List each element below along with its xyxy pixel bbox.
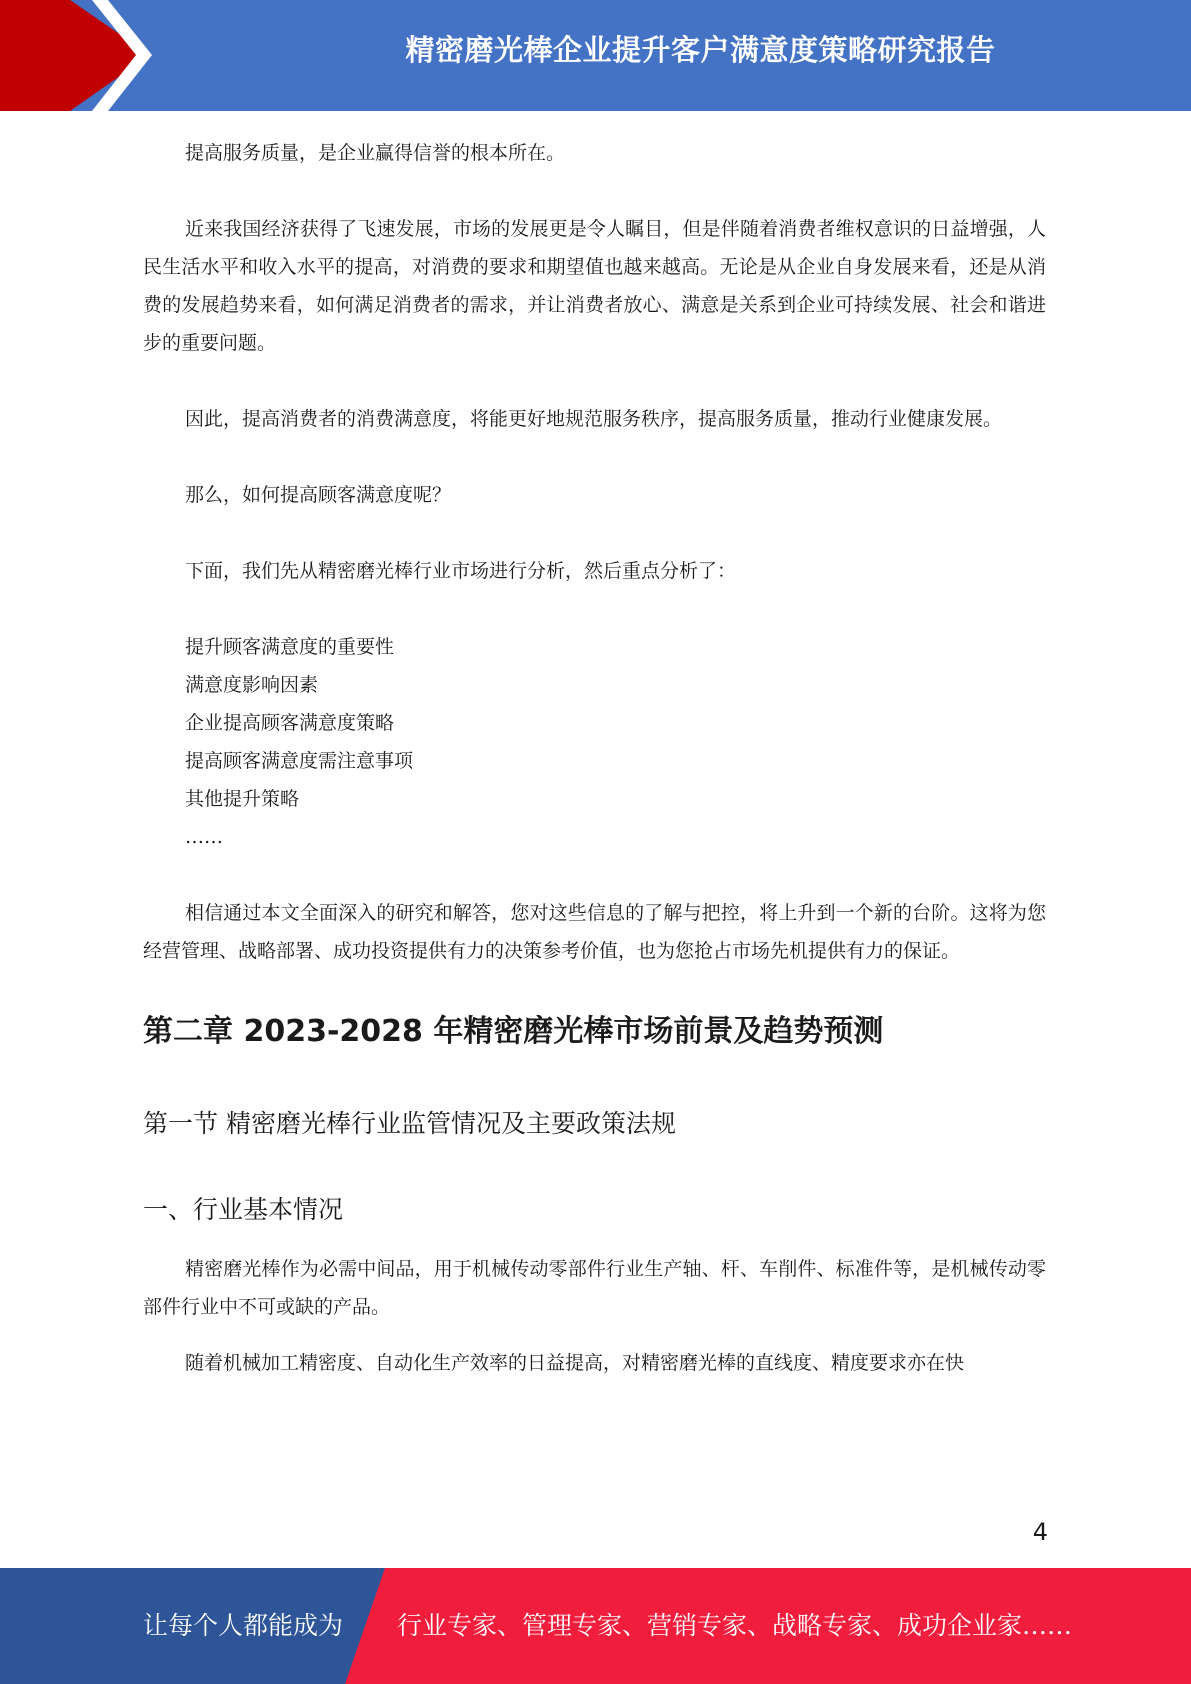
chapter-title: 第二章 2023-2028 年精密磨光棒市场前景及趋势预测 — [143, 1014, 884, 1049]
paragraph: 精密磨光棒作为必需中间品，用于机械传动零部件行业生产轴、杆、车削件、标准件等，是机械传动零部件行业中不可或缺的产品。 — [143, 1258, 1046, 1318]
paragraph: 因此，提高消费者的消费满意度，将能更好地规范服务秩序，提高服务质量，推动行业健康发展。 — [185, 408, 1003, 430]
paragraph: 下面，我们先从精密磨光棒行业市场进行分析，然后重点分析了： — [185, 560, 737, 582]
footer-slogan-left: 让每个人都能成为 — [143, 1611, 344, 1640]
page-number: 4 — [1032, 1518, 1048, 1546]
section-title: 第一节 精密磨光棒行业监管情况及主要政策法规 — [143, 1109, 676, 1138]
list-item: 提升顾客满意度的重要性 — [185, 636, 395, 658]
paragraph: 提高服务质量，是企业赢得信誉的根本所在。 — [185, 142, 566, 164]
list-item: …… — [185, 826, 223, 848]
paragraph: 相信通过本文全面深入的研究和解答，您对这些信息的了解与把控，将上升到一个新的台阶。这将为您经营管理、战略部署、成功投资提供有力的决策参考价值，也为您抢占市场先机提供有力的保证。 — [143, 902, 1046, 962]
topic-list — [143, 628, 1046, 856]
list-item: 提高顾客满意度需注意事项 — [185, 750, 414, 772]
list-item: 其他提升策略 — [185, 788, 300, 810]
page-content — [143, 134, 1046, 1382]
list-item: 满意度影响因素 — [185, 674, 319, 696]
list-item: 企业提高顾客满意度策略 — [185, 712, 395, 734]
paragraph: 随着机械加工精密度、自动化生产效率的日益提高，对精密磨光棒的直线度、精度要求亦在快 — [185, 1352, 965, 1374]
paragraph: 近来我国经济获得了飞速发展，市场的发展更是令人瞩目，但是伴随着消费者维权意识的日益增强，人民生活水平和收入水平的提高，对消费的要求和期望值也越来越高。无论是从企业自身发展来看，还是从消费的发展趋势来看，如何满足消费者的需求，并让消费者放心、满意是关系到企业可持续发展、社会和谐进步的重要问题。 — [143, 218, 1046, 354]
footer-slogan-right: 行业专家、管理专家、营销专家、战略专家、成功企业家…… — [397, 1611, 1073, 1640]
subsection-title: 一、行业基本情况 — [143, 1195, 344, 1224]
header-title: 精密磨光棒企业提升客户满意度策略研究报告 — [405, 33, 996, 67]
page-header — [0, 0, 1191, 111]
page-footer — [0, 1568, 1191, 1684]
paragraph: 那么，如何提高顾客满意度呢？ — [185, 484, 452, 506]
